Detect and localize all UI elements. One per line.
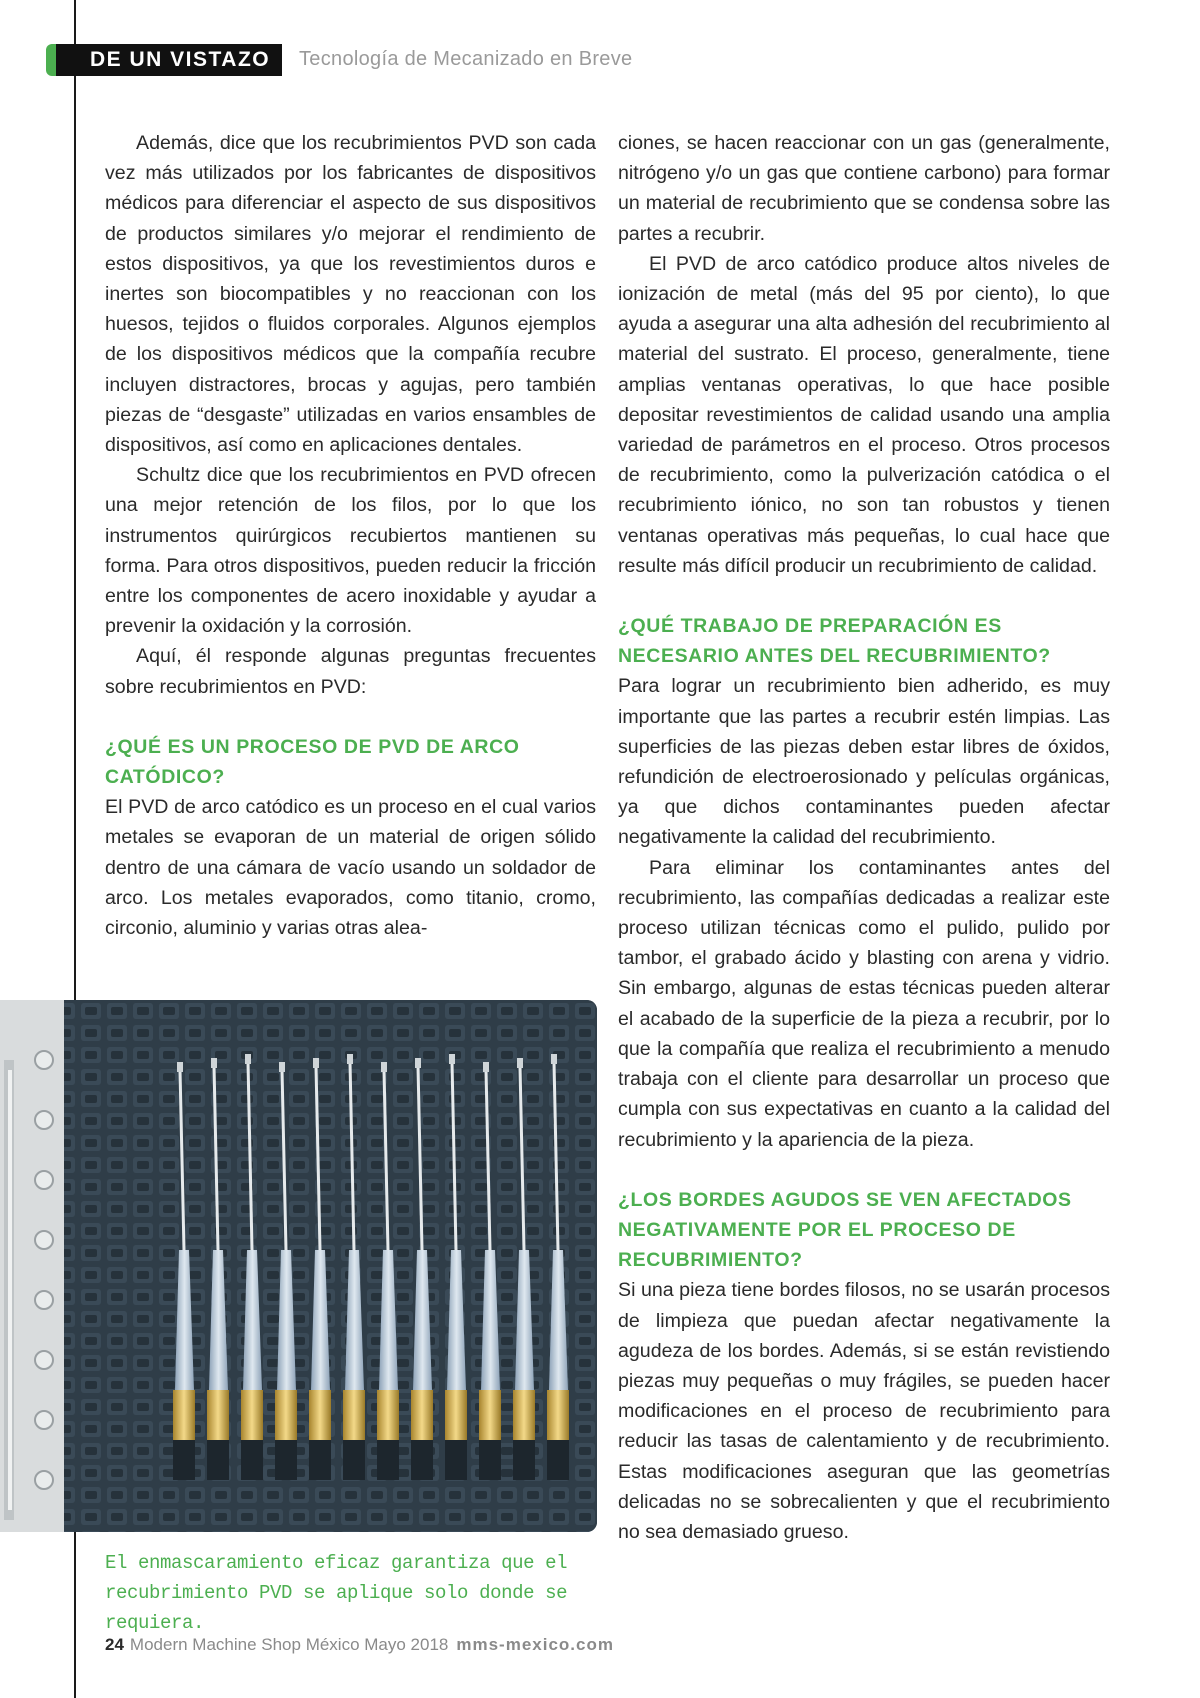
page-number: 24 xyxy=(105,1635,124,1654)
answer-continuation: ciones, se hacen reaccionar con un gas (generalmente, nitrógeno y/o un gas que contiene carbono) para formar un material de recubrimiento que se condensa sobre las partes a recubrir. xyxy=(618,132,1110,245)
instrument-tip xyxy=(279,1062,285,1072)
instrument-base xyxy=(343,1440,365,1480)
instrument-tip xyxy=(211,1058,217,1068)
instrument-base xyxy=(275,1440,297,1480)
section-subtitle: Tecnología de Mecanizado en Breve xyxy=(299,48,633,70)
paragraph: Aquí, él responde algunas preguntas frecuentes sobre recubrimientos en PVD: xyxy=(105,645,596,698)
instrument-base xyxy=(241,1440,263,1480)
instrument-tip xyxy=(245,1054,251,1064)
instrument-base xyxy=(411,1440,433,1480)
instrument-base xyxy=(479,1440,501,1480)
instrument-gold-handle xyxy=(343,1390,365,1440)
section-tag: DE UN VISTAZO xyxy=(46,44,282,76)
masked-instruments-photo xyxy=(0,1000,597,1532)
instrument-gold-handle xyxy=(377,1390,399,1440)
figure-caption: El enmascaramiento eficaz garantiza que el recubrimiento PVD se aplique solo donde se requiera. xyxy=(105,1552,568,1634)
instrument-gold-handle xyxy=(173,1390,195,1440)
left-column xyxy=(105,128,596,943)
instrument-gold-handle xyxy=(513,1390,535,1440)
instrument-tip xyxy=(415,1058,421,1068)
instrument-base xyxy=(513,1440,535,1480)
paragraph: Además, dice que los recubrimientos PVD son cada vez más utilizados por los fabricantes de dispositivos médicos para diferenciar el aspecto de sus dispositivos de productos similares y/o mejorar el rendimiento de estos dispositivos, ya que los revestimientos duros e inertes son biocompatibles y no reaccionan con los huesos, tejidos o fluidos corporales. Algunos ejemplos de los dispositivos médicos que la compañía recubre incluyen distractores, brocas y agujas, pero también piezas de “desgaste” utilizadas en varios ensambles de dispositivos, así como en aplicaciones dentales. xyxy=(105,132,596,457)
instrument-tip xyxy=(483,1062,489,1072)
website-link[interactable]: mms-mexico.com xyxy=(456,1635,614,1654)
instrument-base xyxy=(207,1440,229,1480)
instrument-gold-handle xyxy=(207,1390,229,1440)
instrument-tip xyxy=(551,1054,557,1064)
instrument-gold-handle xyxy=(411,1390,433,1440)
paragraph: Schultz dice que los recubrimientos en PVD ofrecen una mejor retención de los filos, por lo que los instrumentos quirúrgicos recubiertos mantienen su forma. Para otros dispositivos, pueden reducir la fricción entre los componentes de acero inoxidable y ayudar a prevenir la oxidación y la corrosión. xyxy=(105,464,596,638)
paragraph: El PVD de arco catódico produce altos niveles de ionización de metal (más del 95 por ciento), lo que ayuda a asegurar una alta adhesión del recubrimiento al material del sustrato. El proceso, generalmente, tiene amplias ventanas operativas, lo que hace posible depositar revestimientos de calidad usando una amplia variedad de parámetros en el proceso. Otros procesos de recubrimiento, como la pulverización catódica o el recubrimiento iónico, no son tan robustos y tienen ventanas operativas más pequeñas, lo cual hace que resulte más difícil producir un recubrimiento de calidad. xyxy=(618,252,1110,577)
publication-name: Modern Machine Shop México Mayo 2018 xyxy=(129,1635,449,1654)
question-heading: ¿QUÉ ES UN PROCESO DE PVD DE ARCO CATÓDICO? xyxy=(105,735,520,789)
instrument-base xyxy=(173,1440,195,1480)
instrument-base xyxy=(547,1440,569,1480)
instrument-tip xyxy=(347,1054,353,1064)
instrument-gold-handle xyxy=(241,1390,263,1440)
instrument-base xyxy=(445,1440,467,1480)
instrument-gold-handle xyxy=(479,1390,501,1440)
instrument-gold-handle xyxy=(309,1390,331,1440)
page-footer xyxy=(105,1635,614,1655)
instrument-base xyxy=(377,1440,399,1480)
right-column xyxy=(618,128,1110,1547)
answer-paragraph: Para lograr un recubrimiento bien adherido, es muy importante que las partes a recubrir estén limpias. Las superficies de las piezas deben estar libres de óxidos, refundición de electroerosionado y películas orgánicas, ya que dichos contaminantes pueden afectar negativamente la calidad del recubrimiento. xyxy=(618,675,1110,849)
question-heading: ¿QUÉ TRABAJO DE PREPARACIÓN ES NECESARIO ANTES DEL RECUBRIMIENTO? xyxy=(618,615,1051,668)
answer-paragraph: El PVD de arco catódico es un proceso en el cual varios metales se evaporan de un material de origen sólido dentro de una cámara de vacío usando un soldador de arco. Los metales evaporados, como titanio, cromo, circonio, aluminio y varias otras alea- xyxy=(105,796,596,940)
instrument-tip xyxy=(449,1054,455,1064)
instrument-gold-handle xyxy=(445,1390,467,1440)
instrument-tip xyxy=(177,1062,183,1072)
instrument-base xyxy=(309,1440,331,1480)
paragraph: Para eliminar los contaminantes antes del recubrimiento, las compañías dedicadas a realizar este proceso utilizan técnicas como el pulido, pulido por tambor, el grabado ácido y blasting con arena y vidrio. Sin embargo, algunas de estas técnicas pueden alterar el acabado de la superficie de la pieza a recubrir, por lo que la compañía que realiza el recubrimiento a menudo trabaja con el cliente para desarrollar un proceso que cumpla con sus expectativas en cuanto a la calidad del recubrimiento y la apariencia de la pieza. xyxy=(618,856,1110,1151)
instrument-gold-handle xyxy=(547,1390,569,1440)
answer-paragraph: Si una pieza tiene bordes filosos, no se usarán procesos de limpieza que puedan afectar negativamente la agudeza de los bordes. Además, si se están revistiendo piezas muy pequeñas o muy frágiles, se pueden hacer modificaciones en el proceso de recubrimiento para reducir las tasas de calentamiento y de recubrimiento. Estas modificaciones aseguran que las geometrías delicadas no se sobrecalienten y que el recubrimiento no sea demasiado grueso. xyxy=(618,1279,1110,1543)
instrument-tip xyxy=(313,1058,319,1068)
instrument-gold-handle xyxy=(275,1390,297,1440)
instrument-tip xyxy=(517,1058,523,1068)
instrument-tip xyxy=(381,1062,387,1072)
question-heading: ¿LOS BORDES AGUDOS SE VEN AFECTADOS NEGATIVAMENTE POR EL PROCESO DE RECUBRIMIENTO? xyxy=(618,1188,1072,1272)
